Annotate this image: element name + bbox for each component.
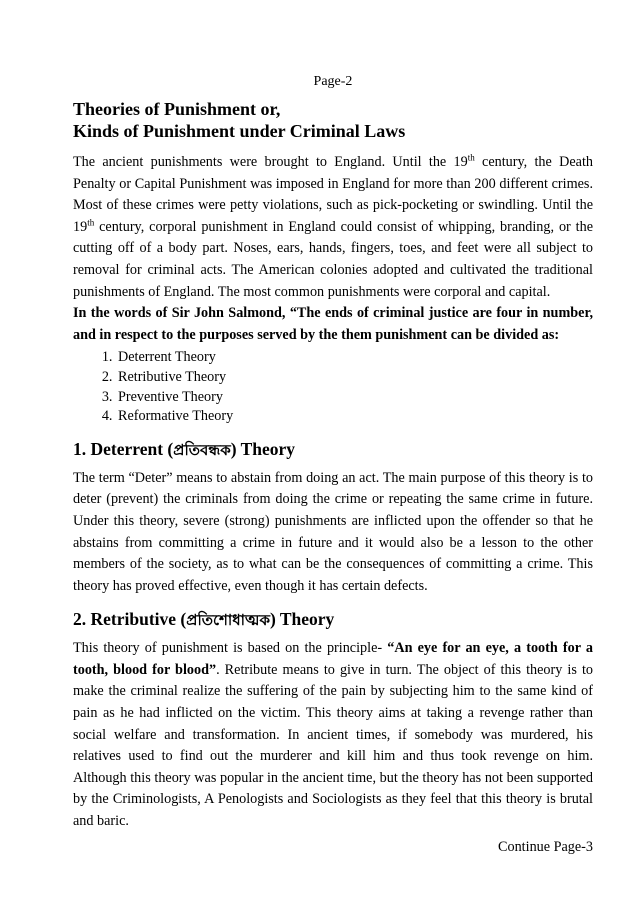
deterrent-heading-post: ) Theory	[230, 438, 296, 459]
retributive-paragraph	[73, 638, 593, 832]
document-title	[73, 98, 593, 142]
retributive-principle-quote: “An eye for an eye, a tooth for a tooth, blood for blood”	[73, 640, 593, 678]
intro-text-c: century, corporal punishment in England could consist of whipping, branding, or the cutting off of a body part. Noses, ears, hands, fingers, toes, and feet were all subject to removal for criminal acts. The American colonies adopted and cultivated the traditional punishments of England. The most common punishments were corporal and capital.	[73, 218, 593, 300]
continue-page-note: Continue Page-3	[498, 838, 593, 855]
page-number: Page-2	[313, 74, 353, 89]
salmond-quote: In the words of Sir John Salmond, “The ends of criminal justice are four in number, and in respect to the purposes served by the them punishment can be divided as:	[73, 305, 593, 343]
intro-text-a: The ancient punishments were brought to England. Until the 19	[73, 154, 468, 170]
list-item: 1. Deterrent Theory	[116, 348, 593, 368]
list-item: 3. Preventive Theory	[116, 388, 593, 408]
superscript-th-2: th	[87, 217, 95, 228]
retributive-heading	[73, 608, 593, 631]
retributive-heading-pre: 2. Retributive (	[73, 609, 187, 630]
title-line-2: Kinds of Punishment under Criminal Laws	[73, 121, 406, 141]
retributive-heading-bengali: প্রতিশোধাত্মক	[186, 611, 270, 630]
title-line-1: Theories of Punishment or,	[73, 99, 281, 119]
retributive-text-b: . Retribute means to give in turn. The object of this theory is to make the criminal realize the suffering of the pain by subjecting him to the same kind of pain as he had inflicted on the victim. This theory aims at taking a revenge rather than social welfare and transformation. In ancient times, if somebody was murdered, his relatives used to find out the murderer and kill him and thus took revenge on him. Although this theory was popular in the ancient time, but the theory has not been supported by the Criminologists, A Penologists and Sociologists as they feel that this theory is brutal and baric.	[73, 661, 593, 830]
deterrent-paragraph: The term “Deter” means to abstain from doing an act. The main purpose of this theory is to deter (prevent) the criminals from doing the crime or repeating the same crime in future. Under this theory, severe (strong) punishments are inflicted upon the offender so that he abstains from committing a crime in future and it would also be a lesson to the other members of the society, as to what can be the consequences of committing a crime. This theory has proved effective, even though it has certain defects.	[73, 469, 593, 594]
intro-text-b: century, the Death Penalty or Capital Punishment was imposed in England for more than 200 different crimes. Most of these crimes were petty violations, such as pick-pocketing or swindling. Until the 19	[73, 154, 593, 235]
retributive-heading-post: ) Theory	[269, 609, 335, 630]
deterrent-heading	[73, 438, 593, 461]
list-item: 4. Reformative Theory	[116, 407, 593, 427]
deterrent-heading-bengali: প্রতিবন্ধক	[173, 440, 231, 459]
deterrent-heading-pre: 1. Deterrent (	[73, 438, 174, 459]
theories-list	[73, 348, 593, 426]
retributive-text-a: This theory of punishment is based on the principle-	[73, 640, 388, 657]
superscript-th-1: th	[467, 152, 475, 163]
list-item: 2. Retributive Theory	[116, 368, 593, 388]
intro-paragraph	[73, 152, 593, 303]
